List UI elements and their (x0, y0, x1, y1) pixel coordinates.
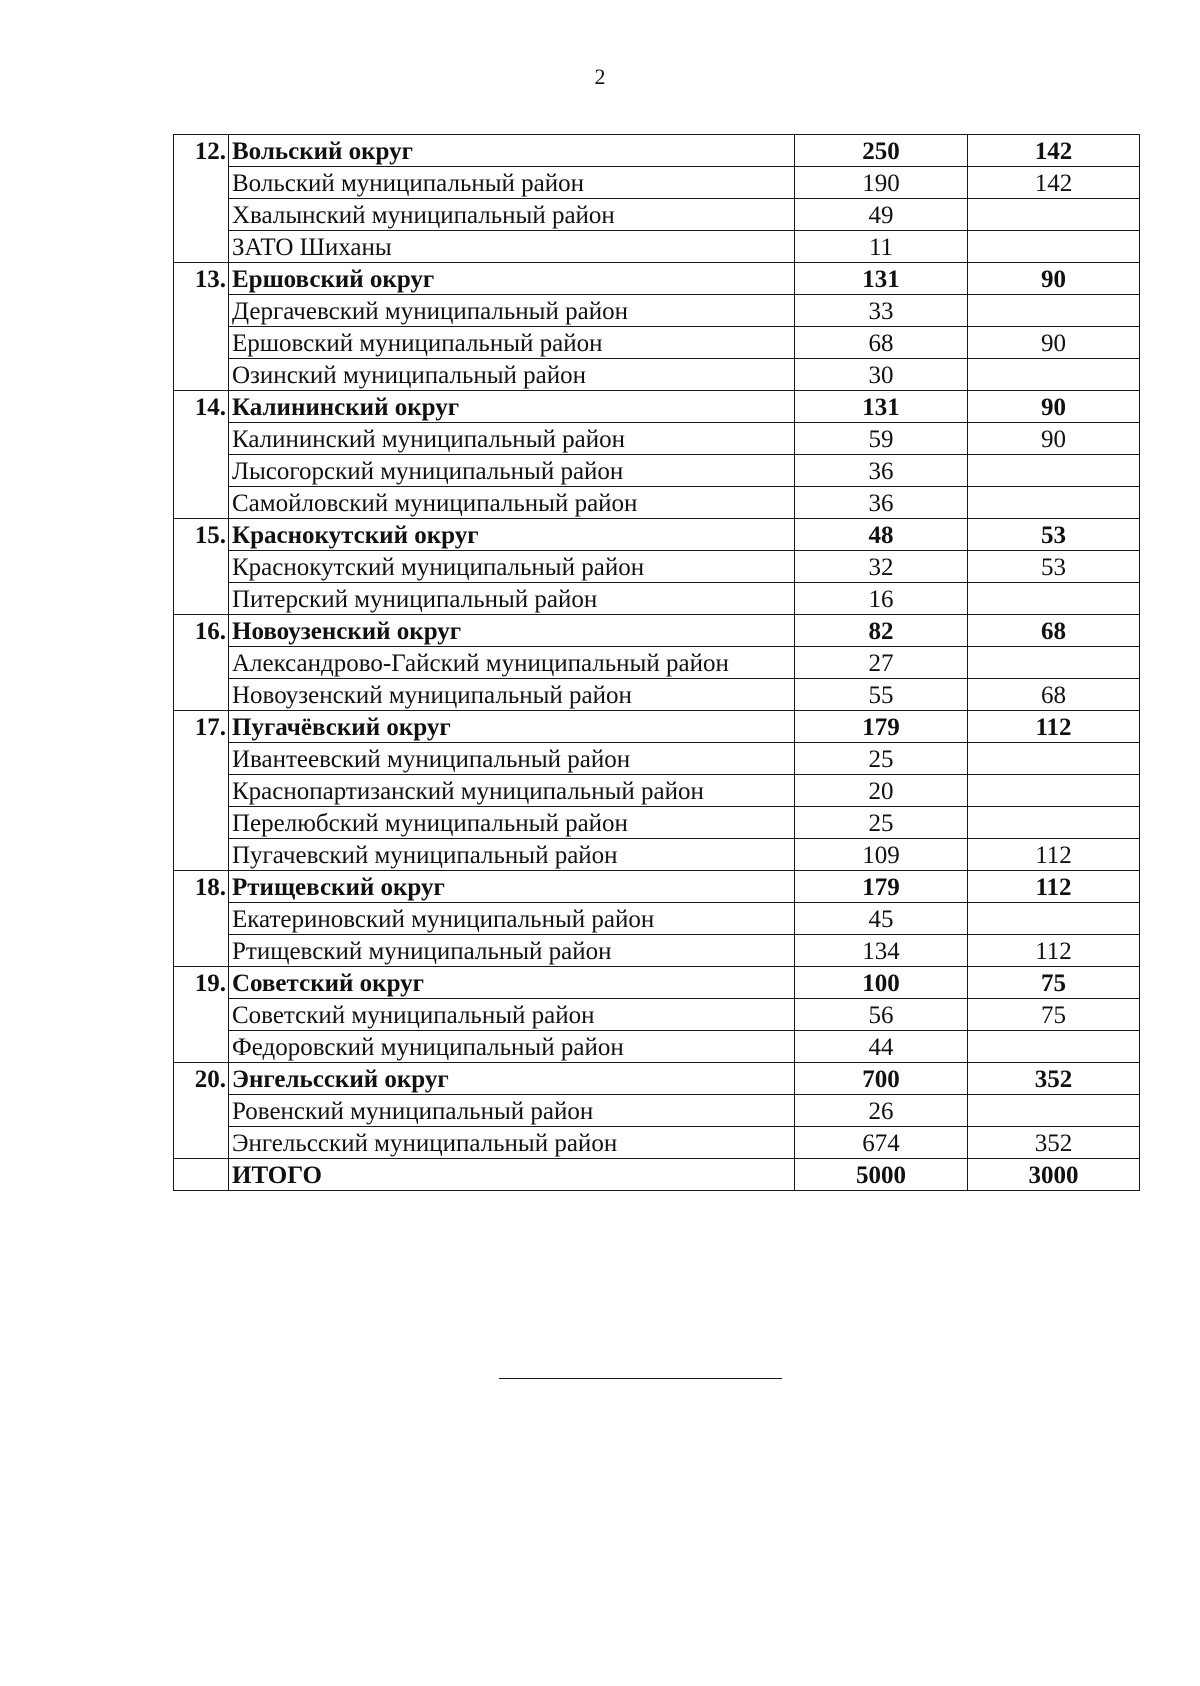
value-col-2 (968, 647, 1140, 679)
district-row (174, 135, 1140, 167)
row-number-empty (174, 327, 229, 359)
district-name: Ершовский округ (229, 263, 795, 295)
municipality-name: Самойловский муниципальный район (229, 487, 795, 519)
value-col-1: 100 (795, 967, 968, 999)
row-number-empty (174, 903, 229, 935)
municipality-name: Ершовский муниципальный район (229, 327, 795, 359)
value-col-1: 27 (795, 647, 968, 679)
value-col-2 (968, 295, 1140, 327)
municipality-row (174, 839, 1140, 871)
value-col-1: 36 (795, 487, 968, 519)
value-col-1: 32 (795, 551, 968, 583)
row-number-empty (174, 1031, 229, 1063)
row-number-empty (174, 679, 229, 711)
value-col-1: 55 (795, 679, 968, 711)
municipality-name: Ивантеевский муниципальный район (229, 743, 795, 775)
row-number: 13. (174, 263, 229, 295)
municipality-name: Новоузенский муниципальный район (229, 679, 795, 711)
value-col-1: 30 (795, 359, 968, 391)
municipality-row (174, 423, 1140, 455)
municipality-name: Питерский муниципальный район (229, 583, 795, 615)
total-value-col-2: 3000 (968, 1159, 1140, 1191)
value-col-2: 75 (968, 999, 1140, 1031)
municipality-name: Дергачевский муниципальный район (229, 295, 795, 327)
municipality-row (174, 487, 1140, 519)
district-name: Энгельсский округ (229, 1063, 795, 1095)
value-col-1: 131 (795, 263, 968, 295)
row-number-empty (174, 359, 229, 391)
row-number-empty (174, 455, 229, 487)
row-number-empty (174, 775, 229, 807)
value-col-2 (968, 903, 1140, 935)
value-col-1: 45 (795, 903, 968, 935)
municipality-row (174, 647, 1140, 679)
value-col-2: 75 (968, 967, 1140, 999)
municipality-row (174, 231, 1140, 263)
district-name: Новоузенский округ (229, 615, 795, 647)
value-col-1: 16 (795, 583, 968, 615)
row-number-empty (174, 1127, 229, 1159)
row-number: 19. (174, 967, 229, 999)
municipality-name: Ртищевский муниципальный район (229, 935, 795, 967)
value-col-1: 59 (795, 423, 968, 455)
row-number: 15. (174, 519, 229, 551)
row-number-empty (174, 999, 229, 1031)
municipality-row (174, 775, 1140, 807)
district-name: Калининский округ (229, 391, 795, 423)
row-number-empty (174, 583, 229, 615)
value-col-1: 179 (795, 871, 968, 903)
page-number: 2 (594, 64, 606, 89)
row-number: 12. (174, 135, 229, 167)
row-number: 17. (174, 711, 229, 743)
value-col-1: 56 (795, 999, 968, 1031)
table-body (174, 135, 1140, 1191)
value-col-2: 90 (968, 327, 1140, 359)
value-col-2 (968, 1031, 1140, 1063)
value-col-1: 11 (795, 231, 968, 263)
municipality-name: Энгельсский муниципальный район (229, 1127, 795, 1159)
value-col-2 (968, 583, 1140, 615)
row-number-empty (174, 807, 229, 839)
row-number-empty (174, 935, 229, 967)
municipality-name: Хвалынский муниципальный район (229, 199, 795, 231)
district-name: Краснокутский округ (229, 519, 795, 551)
district-row (174, 263, 1140, 295)
district-name: Ртищевский округ (229, 871, 795, 903)
municipality-name: Лысогорский муниципальный район (229, 455, 795, 487)
value-col-2: 112 (968, 839, 1140, 871)
value-col-2: 68 (968, 615, 1140, 647)
value-col-2: 142 (968, 135, 1140, 167)
value-col-2: 112 (968, 711, 1140, 743)
value-col-2 (968, 487, 1140, 519)
municipality-row (174, 359, 1140, 391)
municipality-name: ЗАТО Шиханы (229, 231, 795, 263)
row-number-empty (174, 295, 229, 327)
municipality-row (174, 583, 1140, 615)
municipality-name: Вольский муниципальный район (229, 167, 795, 199)
row-number-empty (174, 839, 229, 871)
municipality-row (174, 327, 1140, 359)
end-rule (499, 1378, 782, 1379)
row-number-empty (174, 423, 229, 455)
value-col-2: 68 (968, 679, 1140, 711)
value-col-2 (968, 359, 1140, 391)
value-col-2: 90 (968, 423, 1140, 455)
value-col-2: 53 (968, 551, 1140, 583)
value-col-2 (968, 231, 1140, 263)
district-row (174, 967, 1140, 999)
district-row (174, 519, 1140, 551)
municipality-name: Краснокутский муниципальный район (229, 551, 795, 583)
municipality-row (174, 807, 1140, 839)
row-number: 20. (174, 1063, 229, 1095)
municipality-row (174, 999, 1140, 1031)
row-number-empty (174, 231, 229, 263)
value-col-1: 25 (795, 807, 968, 839)
municipality-name: Александрово-Гайский муниципальный район (229, 647, 795, 679)
value-col-1: 33 (795, 295, 968, 327)
value-col-1: 26 (795, 1095, 968, 1127)
municipality-name: Перелюбский муниципальный район (229, 807, 795, 839)
total-value-col-1: 5000 (795, 1159, 968, 1191)
row-number-empty (174, 647, 229, 679)
value-col-2: 352 (968, 1127, 1140, 1159)
municipality-name: Екатериновский муниципальный район (229, 903, 795, 935)
value-col-1: 134 (795, 935, 968, 967)
municipality-name: Советский муниципальный район (229, 999, 795, 1031)
value-col-2 (968, 807, 1140, 839)
value-col-2: 53 (968, 519, 1140, 551)
value-col-2: 112 (968, 935, 1140, 967)
row-number: 16. (174, 615, 229, 647)
row-number: 18. (174, 871, 229, 903)
value-col-1: 190 (795, 167, 968, 199)
district-row (174, 1063, 1140, 1095)
value-col-2 (968, 455, 1140, 487)
value-col-2 (968, 743, 1140, 775)
value-col-1: 36 (795, 455, 968, 487)
municipality-row (174, 295, 1140, 327)
row-number-empty (174, 743, 229, 775)
value-col-2: 90 (968, 391, 1140, 423)
value-col-1: 49 (795, 199, 968, 231)
row-number-empty (174, 1095, 229, 1127)
district-row (174, 391, 1140, 423)
value-col-1: 131 (795, 391, 968, 423)
municipality-row (174, 935, 1140, 967)
municipality-row (174, 903, 1140, 935)
district-row (174, 871, 1140, 903)
value-col-1: 68 (795, 327, 968, 359)
value-col-2 (968, 199, 1140, 231)
municipality-name: Ровенский муниципальный район (229, 1095, 795, 1127)
district-name: Вольский округ (229, 135, 795, 167)
value-col-2: 142 (968, 167, 1140, 199)
municipality-row (174, 551, 1140, 583)
municipality-row (174, 167, 1140, 199)
municipality-name: Федоровский муниципальный район (229, 1031, 795, 1063)
total-label: ИТОГО (229, 1159, 795, 1191)
total-row (174, 1159, 1140, 1191)
allocation-table (173, 134, 1140, 1191)
value-col-1: 700 (795, 1063, 968, 1095)
row-number-empty (174, 487, 229, 519)
municipality-row (174, 199, 1140, 231)
row-number-empty (174, 199, 229, 231)
value-col-2: 112 (968, 871, 1140, 903)
municipality-row (174, 743, 1140, 775)
value-col-1: 82 (795, 615, 968, 647)
district-name: Советский округ (229, 967, 795, 999)
row-number: 14. (174, 391, 229, 423)
value-col-2 (968, 1095, 1140, 1127)
district-name: Пугачёвский округ (229, 711, 795, 743)
value-col-1: 179 (795, 711, 968, 743)
value-col-2 (968, 775, 1140, 807)
value-col-1: 109 (795, 839, 968, 871)
district-row (174, 711, 1140, 743)
municipality-row (174, 1031, 1140, 1063)
value-col-1: 25 (795, 743, 968, 775)
row-number-empty (174, 551, 229, 583)
municipality-name: Краснопартизанский муниципальный район (229, 775, 795, 807)
row-number-empty (174, 1159, 229, 1191)
value-col-1: 44 (795, 1031, 968, 1063)
value-col-1: 48 (795, 519, 968, 551)
municipality-row (174, 1095, 1140, 1127)
municipality-row (174, 455, 1140, 487)
municipality-row (174, 679, 1140, 711)
municipality-name: Калининский муниципальный район (229, 423, 795, 455)
value-col-2: 352 (968, 1063, 1140, 1095)
value-col-1: 250 (795, 135, 968, 167)
municipality-name: Озинский муниципальный район (229, 359, 795, 391)
row-number-empty (174, 167, 229, 199)
value-col-2: 90 (968, 263, 1140, 295)
value-col-1: 20 (795, 775, 968, 807)
district-row (174, 615, 1140, 647)
municipality-name: Пугачевский муниципальный район (229, 839, 795, 871)
municipality-row (174, 1127, 1140, 1159)
value-col-1: 674 (795, 1127, 968, 1159)
